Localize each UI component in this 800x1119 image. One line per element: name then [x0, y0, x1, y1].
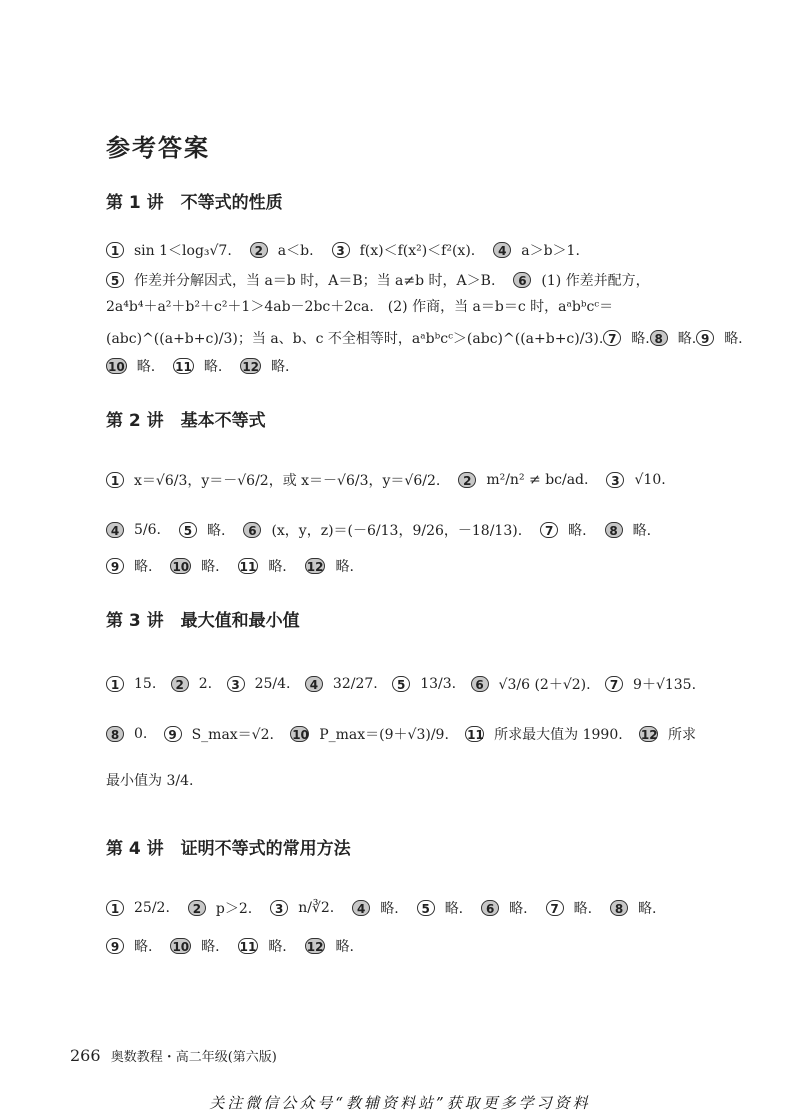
page-title: 参考答案 [106, 134, 210, 162]
book-title: 奥数教程・高二年级(第六版) [110, 1050, 277, 1065]
section-2-heading: 第 2 讲 基本不等式 [106, 411, 266, 431]
q-4: 4 [493, 242, 511, 258]
s1-line-2: 5 作差并分解因式，当 a＝b 时，A＝B；当 a≠b 时，A＞B. 6 (1) 作差并配方， [106, 270, 696, 290]
s2-line-1: 1 x＝√6/3，y＝－√6/2，或 x＝－√6/3，y＝√6/2. 2 m²/n² ≠ bc/ad. 3 √10. [106, 470, 696, 490]
s3-line-1: 1 15. 2 2. 3 25/4. 4 32/27. 5 13/3. 6 √3/6 (2＋√2). 7 9＋√135. [106, 674, 696, 694]
s4-line-1: 1 25/2. 2 p＞2. 3 n/∛2. 4 略. 5 略. 6 略. 7 略. 8 略. [106, 898, 696, 918]
promo-text: 关注微信公众号“教辅资料站”获取更多学习资料 [209, 1094, 591, 1112]
page-number: 266 [70, 1046, 101, 1065]
s1-line-5: 10 略. 11 略. 12 略. [108, 359, 290, 375]
q-3: 3 [332, 242, 350, 258]
s1-line-3: 2a⁴b⁴＋a²＋b²＋c²＋1＞4ab－2bc＋2ca. (2) 作商，当 a＝b＝c 时，aᵃbᵇcᶜ＝ [106, 299, 614, 315]
page-footer [70, 1046, 277, 1065]
s3-line-2: 8 0. 9 S_max＝√2. 10 P_max＝(9＋√3)/9. 11 所求最大值为 1990. 12 所求 [106, 724, 696, 744]
q-2: 2 [250, 242, 268, 258]
s3-line-3: 最小值为 3/4. [106, 773, 194, 789]
section-3-heading: 第 3 讲 最大值和最小值 [106, 611, 300, 631]
s2-line-3: 9 略. 10 略. 11 略. 12 略. [106, 556, 696, 576]
section-1-heading: 第 1 讲 不等式的性质 [106, 193, 283, 213]
s4-line-2: 9 略. 10 略. 11 略. 12 略. [106, 936, 696, 956]
q-1: 1 [106, 242, 124, 258]
s1-line-4: (abc)^((a+b+c)/3)；当 a、b、c 不全相等时，aᵃbᵇcᶜ＞(abc)^((a+b+c)/3). 7 略. 8 略. 9 略. [106, 331, 743, 347]
q-5: 5 [106, 272, 124, 288]
section-4-heading: 第 4 讲 证明不等式的常用方法 [106, 839, 351, 859]
s2-line-2: 4 5/6. 5 略. 6 (x，y，z)＝(－6/13，9/26，－18/13). 7 略. 8 略. [106, 520, 696, 540]
s1-line-1: 1 sin 1＜log₃√7. 2 a＜b. 3 f(x)＜f(x²)＜f²(x). 4 a＞b＞1. [106, 240, 696, 260]
q-6: 6 [513, 272, 531, 288]
